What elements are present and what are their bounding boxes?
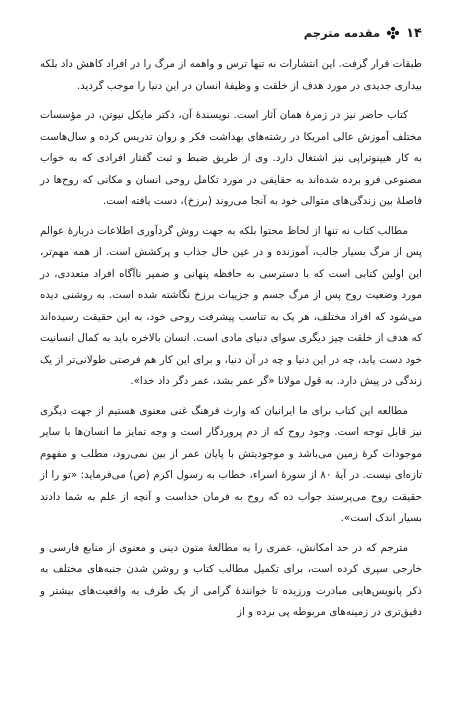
page-header bbox=[40, 20, 422, 46]
paragraph: طبقات قرار گرفت. این انتشارات نه تنها ترس و واهمه از مرگ را در افراد کاهش داد بلکه بیداری جدیدی در مورد هدف از خلقت و وظیفهٔ انسان در این دنیا را موجب گردید. bbox=[40, 58, 422, 92]
body-text bbox=[40, 54, 422, 624]
paragraph: مطالب کتاب نه تنها از لحاظ محتوا بلکه به جهت روش گردآوری اطلاعات دربارهٔ عوالم پس از مرگ بسیار جالب، آموزنده و در عین حال جذاب و پرکشش است. از همه مهم‌تر، این اولین کتابی است که با دسترسی به حافظه پنهانی و ضمیر ناآگاه افراد متعددی، در مورد وضعیت روح پس از مرگ جسم و جزییات برزخ نگاشته شده است. به روشنی دیده می‌شود که افراد مختلف، هر یک به تناسب پیشرفت روحی خود، به این حقیقت رسیده‌اند که هدف از خلقت چیز دیگری سوای دنیای مادی است. انسان بالاخره باید به کمال انسانیت خود دست یابد، چه در این دنیا و چه در آن دنیا، و برای این کار هم فرصتی طولانی‌تر از یک زندگی در پیش دارد. به قول مولانا «گر عمر بشد، عمر دگر داد خدا». bbox=[40, 224, 422, 387]
paragraph: مطالعه این کتاب برای ما ایرانیان که وارث فرهنگ غنی معنوی هستیم از جهت دیگری نیز قابل توجه است. وجود روح که از دم پروردگار است و وجه تمایز ما انسان‌ها با سایر موجودات کرهٔ زمین می‌باشد و موجودیتش با پایان عمر از بین نمی‌رود، مطلب و مفهوم تازه‌ای نیست. در آیهٔ ۸۰ از سورهٔ اسراء، خطاب به رسول اکرم (ص) می‌فرماید: «تو را از حقیقت روح می‌پرسند جواب ده که روح به فرمان خداست و آنچه از علم به شما دادند بسیار اندک است». bbox=[40, 404, 422, 524]
paragraph: کتاب حاضر نیز در زمرهٔ همان آثار است. نویسندهٔ آن، دکتر مایکل نیوتن، در مؤسسات مختلف آموزش عالی امریکا در رشته‌های بهداشت فکر و روان تدریس کرده و سال‌هاست به کار هیپنوتراپی نیز اشتغال دارد. وی از طریق ضبط و ثبت گفتار افرادی که به خواب مصنوعی فرو برده شده‌اند به حقایقی در مورد تکامل روحی انسان و مکانی که روح‌ها در فاصلهٔ بین زندگی‌های متوالی خود به آنجا می‌روند (برزخ)، دست یافته است. bbox=[40, 109, 422, 207]
paragraph: مترجم که در حد امکانش، عمری را به مطالعهٔ متون دینی و معنوی از منابع فارسی و خارجی سپری کرده است، برای تکمیل مطالب کتاب و روشن شدن جنبه‌های مختلف به ذکر پانویس‌هایی مبادرت ورزیده تا خوانندهٔ گرامی از یک طرف به واقعیت‌های بیشتر و دقیق‌تری در زمینه‌های مربوطه پی برده و از bbox=[40, 541, 422, 618]
page-number: ۱۴ bbox=[406, 25, 422, 41]
ornament-icon bbox=[386, 26, 400, 40]
running-header-title: مقدمه مترجم bbox=[303, 26, 381, 40]
